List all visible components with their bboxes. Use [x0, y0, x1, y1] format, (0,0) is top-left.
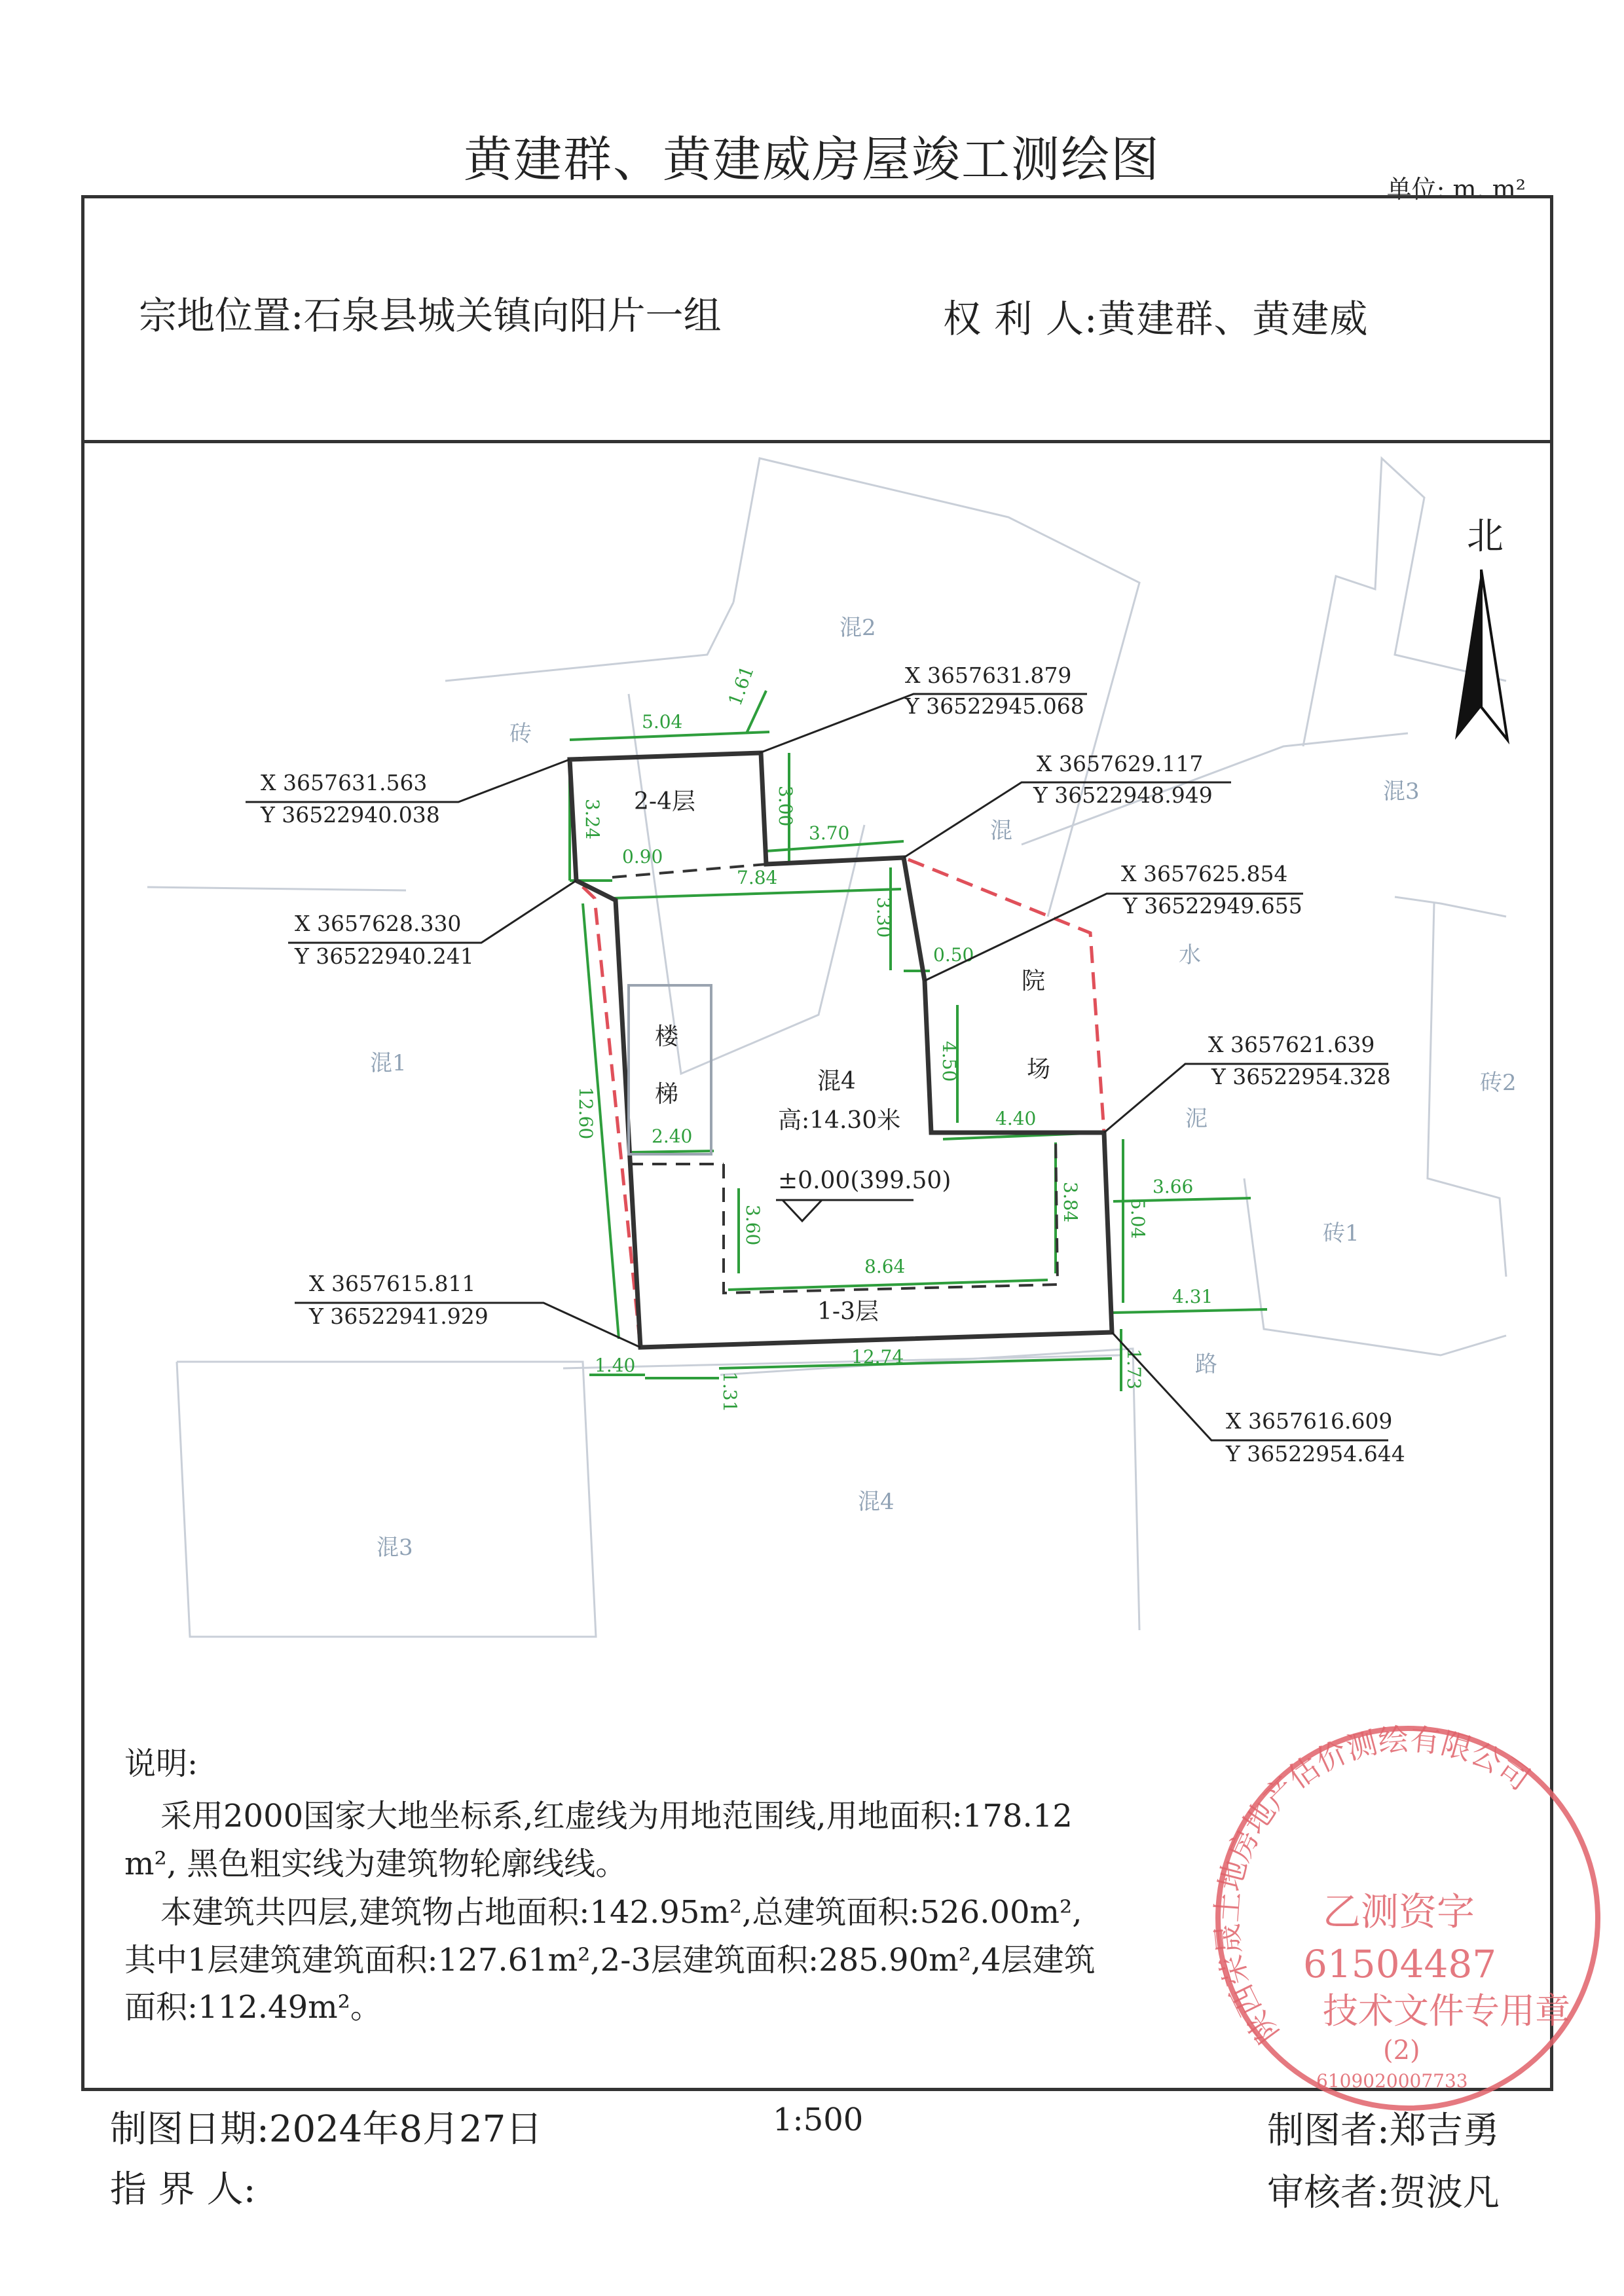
dimension-label: 12.60	[575, 1087, 597, 1140]
coord-x: X 3657628.330	[295, 911, 462, 936]
dimension-label: 12.74	[851, 1346, 904, 1368]
unit-label: 单位: m. m²	[1386, 175, 1526, 204]
dimension-label: 1.40	[595, 1355, 636, 1376]
coord-x: X 3657615.811	[309, 1271, 476, 1296]
dimension-label: 2.40	[652, 1125, 693, 1147]
seal-ring-text: 陕西荣晟土地房地产估价测绘有限公司	[1209, 1721, 1537, 2050]
seal-text: (2)	[1383, 2035, 1420, 2066]
coord-x: X 3657625.854	[1121, 861, 1288, 886]
yard-label: 场	[1027, 1056, 1051, 1083]
dimension-label: 4.31	[1172, 1286, 1213, 1307]
dimension-label: 4.50	[938, 1041, 960, 1082]
dimension-label: 3.30	[873, 897, 895, 938]
north-arrow	[1455, 515, 1507, 740]
notes-text: 其中1层建筑建筑面积:127.61m²,2-3层建筑面积:285.90m²,4层建筑	[124, 1942, 1096, 1978]
boundary-indicator: 指 界 人:	[110, 2168, 256, 2211]
dimension-label: 1.61	[724, 663, 758, 709]
floors-label: 1-3层	[817, 1298, 879, 1325]
rights-holder: 权 利 人:黄建群、黄建威	[943, 297, 1369, 341]
dimension-label: 0.90	[622, 846, 663, 867]
elevation-label: ±0.00(399.50)	[778, 1167, 951, 1194]
neighbor-label: 混1	[370, 1050, 407, 1076]
dimension-label: 3.00	[775, 786, 796, 827]
coord-x: X 3657616.609	[1226, 1408, 1393, 1434]
neighbor-label: 混3	[377, 1535, 413, 1561]
seal-serial: 6109020007733	[1316, 2070, 1468, 2092]
coord-y: Y 36522941.929	[309, 1303, 489, 1329]
drafter: 制图者:郑吉勇	[1267, 2109, 1500, 2152]
seal-text: 61504487	[1303, 1942, 1497, 1986]
coord-x: X 3657631.879	[905, 663, 1072, 688]
coord-y: Y 36522948.949	[1033, 782, 1213, 808]
building-name: 混4	[817, 1068, 856, 1095]
parcel-location: 宗地位置:石泉县城关镇向阳片一组	[139, 293, 722, 338]
company-seal	[1209, 1721, 1598, 2108]
dimension-label: 5.04	[642, 711, 683, 733]
coord-y: Y 36522940.241	[295, 943, 474, 969]
coord-x: X 3657621.639	[1208, 1032, 1375, 1057]
stair-label: 楼	[655, 1023, 679, 1050]
coord-y: Y 36522940.038	[261, 802, 440, 828]
neighbor-label: 水	[1179, 942, 1201, 968]
coord-y: Y 36522949.655	[1123, 893, 1302, 919]
drawing-date: 制图日期:2024年8月27日	[110, 2108, 543, 2151]
notes-text: 本建筑共四层,建筑物占地面积:142.95m²,总建筑面积:526.00m²,	[160, 1894, 1082, 1931]
notes-text: 采用2000国家大地坐标系,红虚线为用地范围线,用地面积:178.12	[160, 1798, 1073, 1834]
notes-heading: 说明:	[124, 1745, 198, 1782]
neighbor-label: 泥	[1185, 1106, 1208, 1132]
neighbor-label: 混3	[1383, 778, 1420, 805]
neighbor-label: 砖2	[1480, 1070, 1517, 1096]
dimension-label: 7.84	[737, 867, 778, 888]
dimension-label: 1.73	[1123, 1349, 1145, 1390]
neighbor-label: 混2	[840, 615, 876, 641]
dimension-label: 3.24	[581, 799, 603, 840]
dimension-label: 3.66	[1153, 1176, 1194, 1197]
neighbor-label: 混4	[858, 1489, 895, 1515]
neighbor-label: 砖1	[1323, 1220, 1359, 1247]
coord-y: Y 36522945.068	[905, 693, 1084, 719]
dimension-label: 5.04	[1127, 1198, 1149, 1239]
coord-y: Y 36522954.328	[1211, 1064, 1391, 1089]
seal-text: 技术文件专用章	[1323, 1990, 1570, 2032]
dimension-label: 3.60	[742, 1205, 764, 1246]
neighbor-label: 混	[990, 818, 1012, 844]
dimension-label: 4.40	[995, 1108, 1037, 1129]
dimension-label: 3.84	[1060, 1182, 1081, 1223]
neighbor-label: 砖	[509, 721, 532, 747]
coord-y: Y 36522954.644	[1226, 1441, 1405, 1467]
dimension-label: 0.50	[933, 944, 974, 966]
seal-text: 乙测资字	[1323, 1889, 1475, 1934]
neighbor-label: 路	[1195, 1351, 1217, 1377]
dimension-label: 1.31	[719, 1372, 741, 1413]
reviewer: 审核者:贺波凡	[1267, 2172, 1500, 2214]
dimension-label: 8.64	[864, 1256, 906, 1277]
coord-x: X 3657631.563	[261, 770, 428, 795]
stair-label: 梯	[655, 1081, 679, 1108]
elevation-marker	[776, 1200, 913, 1221]
notes-text: m², 黑色粗实线为建筑物轮廓线线。	[124, 1846, 627, 1882]
building-height: 高:14.30米	[778, 1107, 901, 1134]
yard-label: 院	[1022, 968, 1046, 994]
map-scale: 1:500	[773, 2102, 864, 2138]
north-label: 北	[1467, 515, 1504, 558]
page-title: 黄建群、黄建威房屋竣工测绘图	[464, 132, 1160, 188]
dimension-label: 3.70	[809, 822, 850, 844]
notes-text: 面积:112.49m²。	[124, 1989, 382, 2026]
floors-label: 2-4层	[634, 788, 695, 815]
coord-x: X 3657629.117	[1037, 751, 1204, 776]
